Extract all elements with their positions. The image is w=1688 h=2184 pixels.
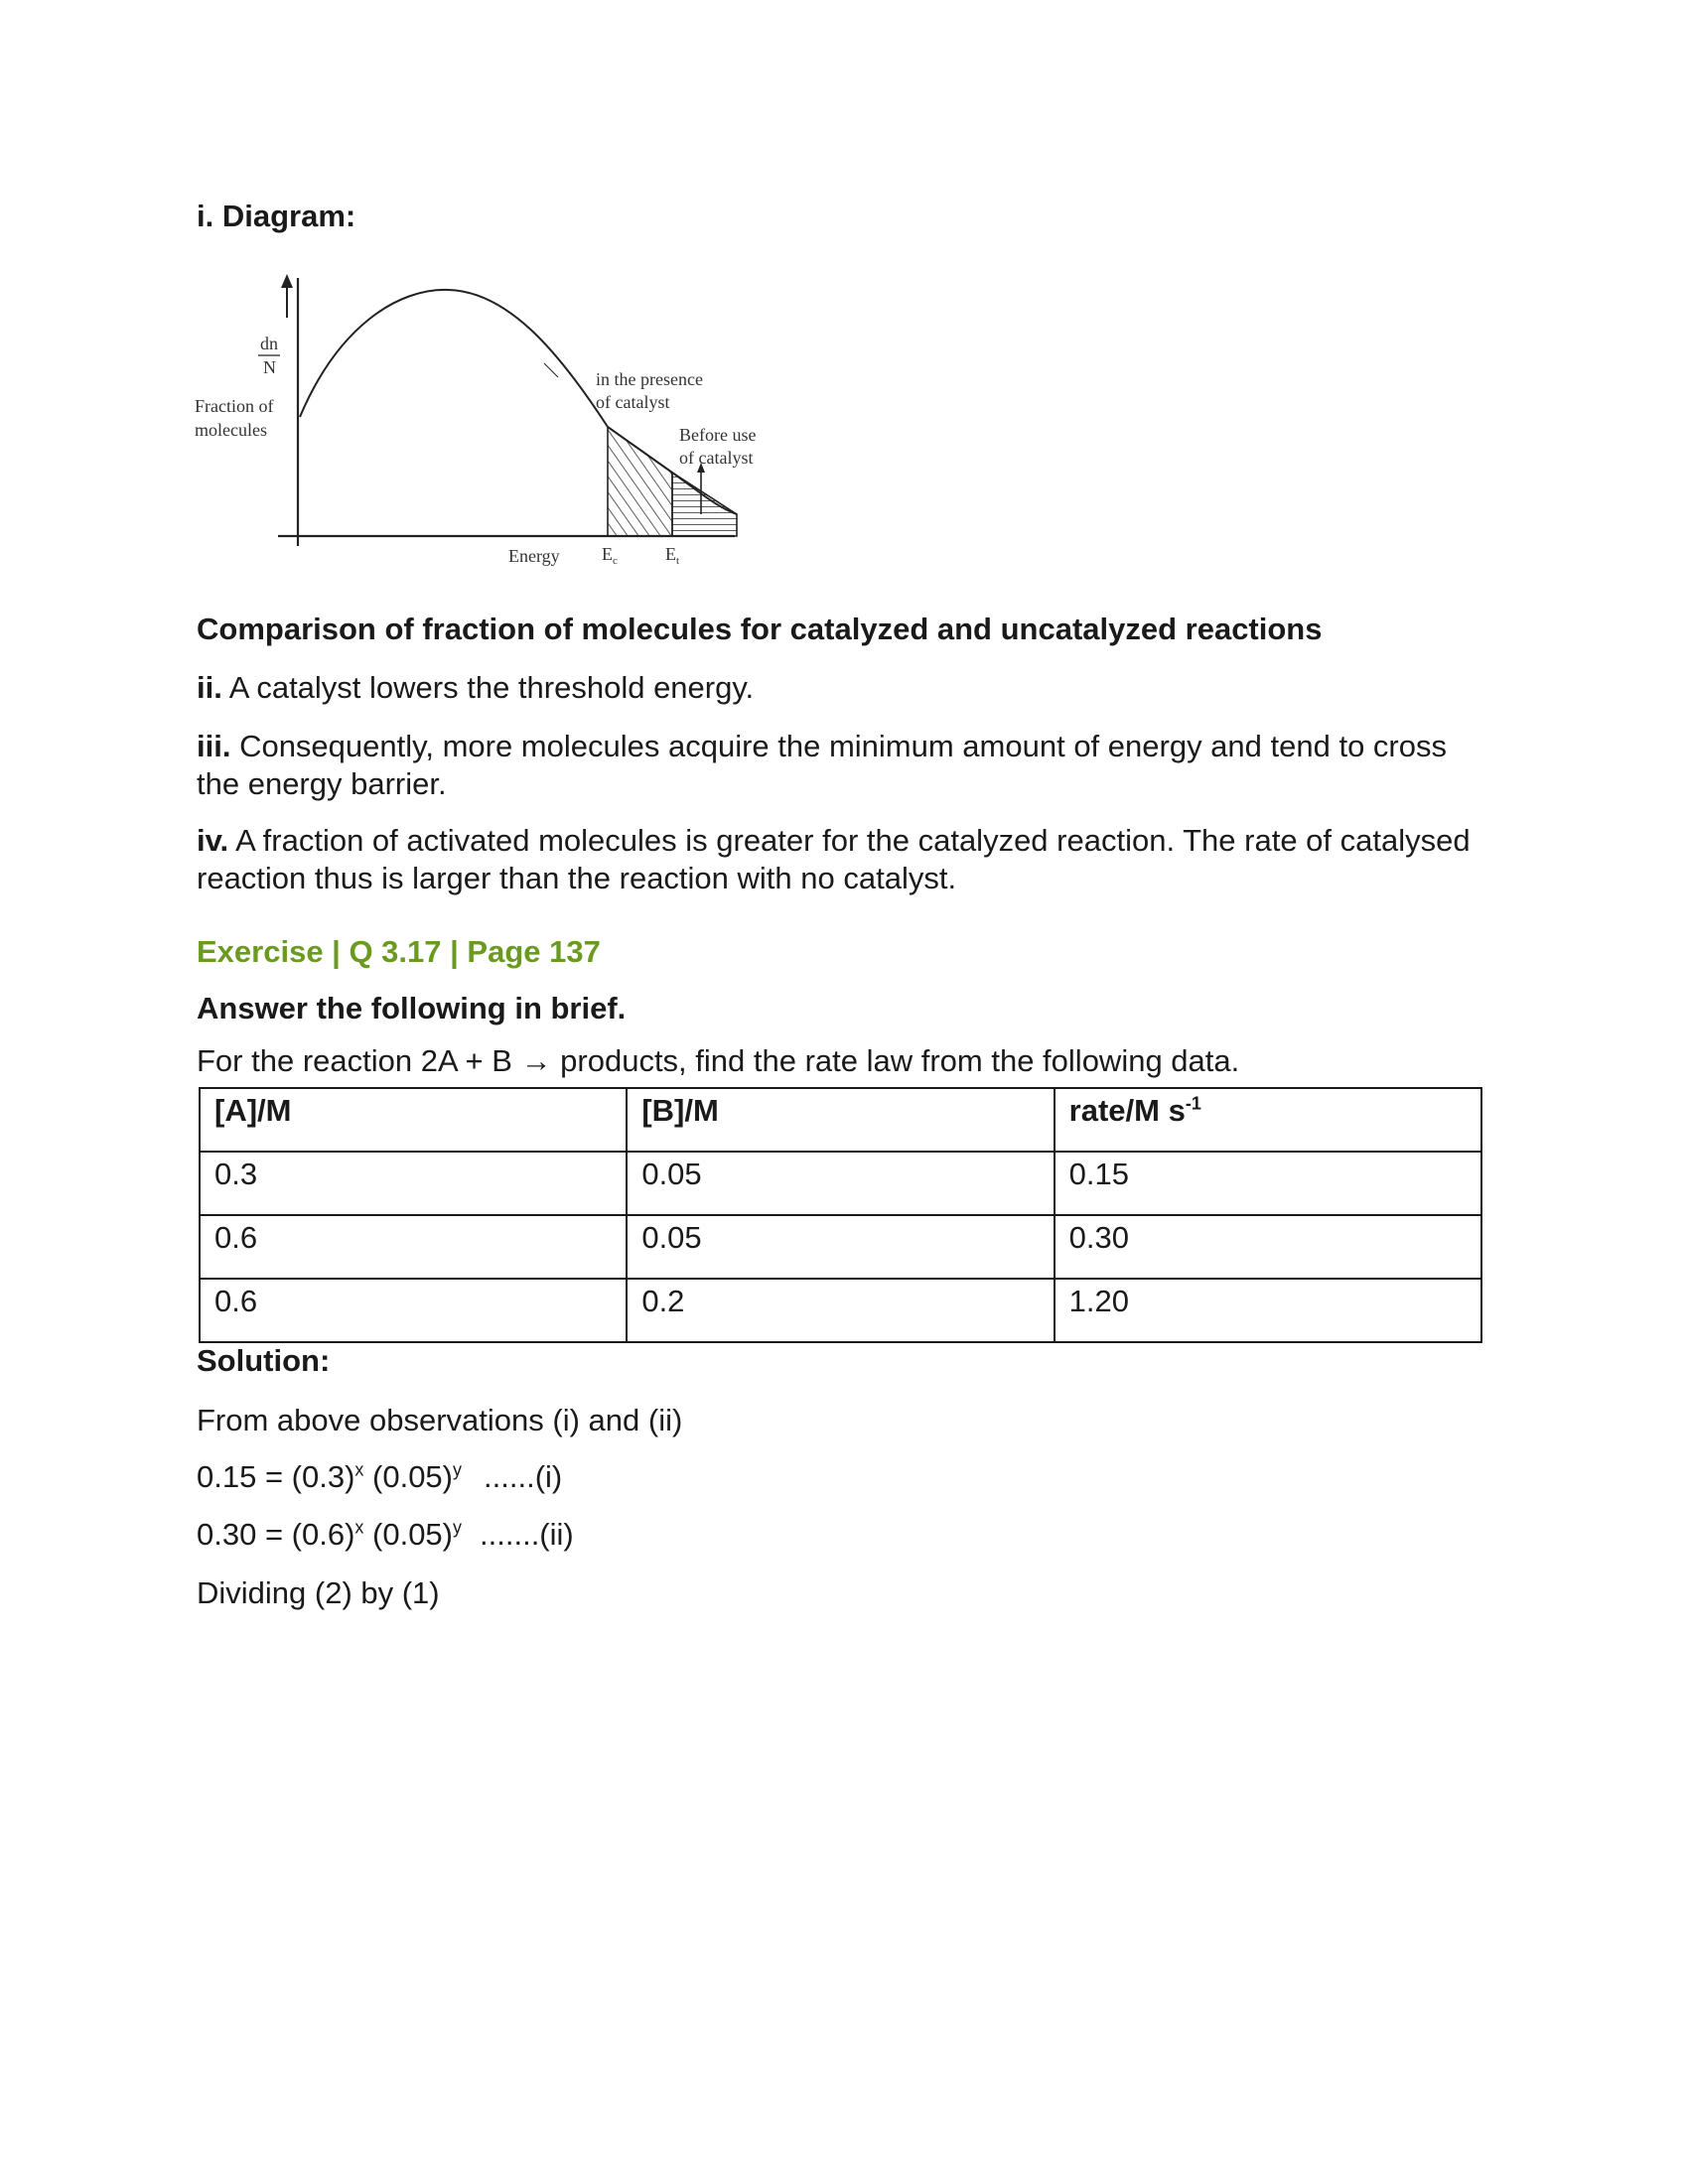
table-cell: 0.3 xyxy=(200,1152,627,1215)
comparison-title: Comparison of fraction of molecules for catalyzed and uncatalyzed reactions xyxy=(197,612,1323,646)
solution-line-1: From above observations (i) and (ii) xyxy=(197,1403,683,1437)
ylabel-num: dn xyxy=(260,334,278,353)
equation-1: $0.15 = (0.3)^x$ $(0.05)^y$ ......(i) xyxy=(197,1459,563,1494)
instruction: Answer the following in brief. xyxy=(197,991,627,1025)
data-table xyxy=(199,1087,1482,1343)
table-cell: 0.6 xyxy=(200,1279,627,1342)
table-cell: 0.30 xyxy=(1055,1215,1481,1279)
question: For the reaction 2A + B → products, find the rate law from the following data. xyxy=(197,1043,1240,1078)
tick-et: $E_t$ xyxy=(665,544,680,567)
ylabel-den: N xyxy=(263,357,276,377)
ylabel-text-1: Fraction of xyxy=(195,396,274,416)
xlabel: Energy xyxy=(508,546,560,566)
table-cell: 0.6 xyxy=(200,1215,627,1279)
table-cell: 0.05 xyxy=(627,1215,1054,1279)
label-before-1: Before use xyxy=(679,425,757,445)
tick-ec: $E_c$ xyxy=(602,544,618,567)
table-cell: 1.20 xyxy=(1055,1279,1481,1342)
table-cell: 0.2 xyxy=(627,1279,1054,1342)
table-cell: 0.05 xyxy=(627,1152,1054,1215)
solution-line-4: Dividing (2) by (1) xyxy=(197,1575,440,1610)
energy-distribution-diagram xyxy=(189,268,794,586)
solution-heading: Solution: xyxy=(197,1343,331,1378)
diagram-heading: i. Diagram: xyxy=(197,199,356,233)
catalyst-shaded-area xyxy=(608,427,672,536)
point-iii: iii. Consequently, more molecules acquire the minimum amount of energy and tend to cross the energy barrier. xyxy=(197,729,1447,801)
pointer-line xyxy=(544,363,558,377)
label-catalyst-1: in the presence xyxy=(596,369,703,389)
uncatalyzed-shaded-area xyxy=(672,473,737,536)
y-arrow-head xyxy=(281,274,293,288)
label-catalyst-2: of catalyst xyxy=(596,392,670,412)
label-before-2: of catalyst xyxy=(679,448,754,468)
table-row xyxy=(200,1152,1481,1215)
table-header-row xyxy=(200,1088,1481,1152)
header-cell: rate/M $s^{-1}$ xyxy=(1055,1088,1481,1152)
exercise-link[interactable]: Exercise | Q 3.17 | Page 137 xyxy=(197,934,601,969)
equation-2: $0.30 = (0.6)^x$ $(0.05)^y$ .......(ii) xyxy=(197,1517,574,1552)
table-cell: 0.15 xyxy=(1055,1152,1481,1215)
header-cell: [A]/M xyxy=(200,1088,627,1152)
table-row xyxy=(200,1215,1481,1279)
ylabel-text-2: molecules xyxy=(195,420,267,440)
point-iv: iv. A fraction of activated molecules is greater for the catalyzed reaction. The rate of catalysed reaction thus is larger than the reaction with no catalyst. xyxy=(197,823,1471,895)
table-row xyxy=(200,1279,1481,1342)
point-ii: ii. A catalyst lowers the threshold energy. xyxy=(197,670,755,705)
header-cell: [B]/M xyxy=(627,1088,1054,1152)
